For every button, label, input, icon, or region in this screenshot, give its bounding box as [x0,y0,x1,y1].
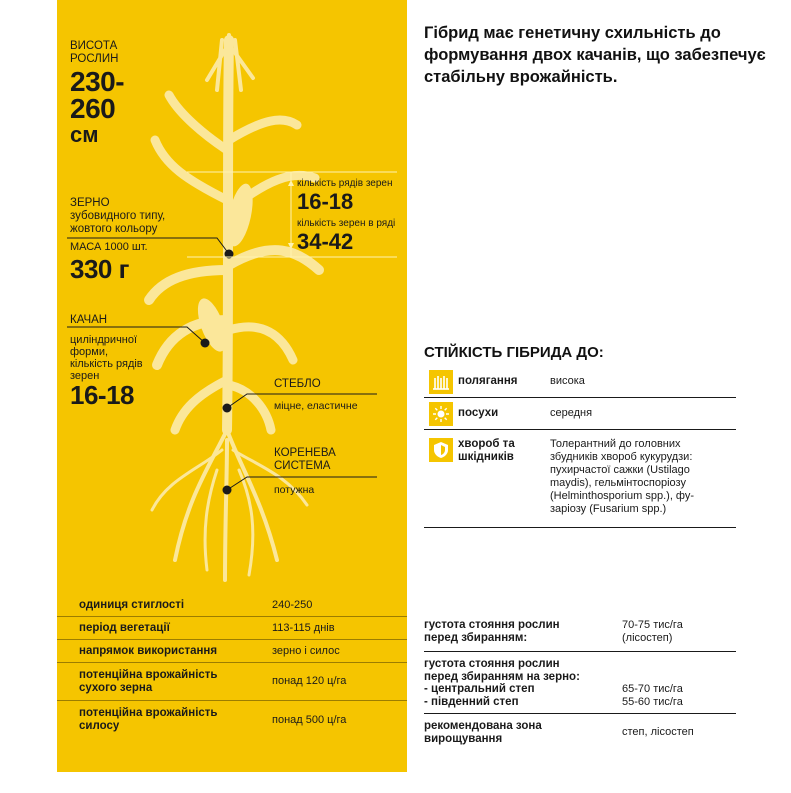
table-row [424,366,736,398]
spec-value: 240-250 [272,598,313,611]
spec-value: зерно і силос [272,644,340,657]
resistance-value: Толерантний до головних збудників хвороб кукурудзи: пухирчастої сажки (Ustilago maydis), гельмінтоспоріозу (Helminthosporium spp.), фу- заріозу (Fusarium spp.) [550,438,695,515]
spec-key: одиниця стиглості [79,598,185,611]
height-label: ВИСОТА РОСЛИН [70,40,119,65]
rows-label: кількість рядів зерен [297,178,393,189]
root-title: КОРЕНЕВА СИСТЕМА [274,447,336,472]
headline: Гібрид має генетичну схильність до формування двох качанів, що забезпечує стабільну врожайність. [424,24,766,86]
kernels-value: 34-42 [297,229,354,254]
density-key: густота стояння рослин перед збиранням на зерно: - центральний степ - південний степ [424,658,580,708]
table-row [57,594,407,617]
height-unit: см [70,122,99,147]
lodging-icon [429,370,453,394]
resistance-value: висока [550,375,585,387]
kernels-label: кількість зерен в ряді [297,218,396,229]
table-row [424,714,736,750]
resistance-key: полягання [458,375,518,387]
rows-value: 16-18 [297,189,354,214]
spec-value: понад 500 ц/га [272,713,347,726]
ear-title: КАЧАН [70,314,108,326]
table-row [57,617,407,640]
resistance-value: середня [550,407,593,419]
sun-icon [429,402,453,426]
root-description: потужна [274,484,315,496]
resistance-table [424,366,736,528]
spec-value: понад 120 ц/га [272,675,347,687]
resistance-key: посухи [458,407,499,419]
mass-value: 330 г [70,254,129,284]
grain-title: ЗЕРНО [70,197,110,209]
table-row [424,652,736,714]
specs-table [57,594,407,739]
spec-key: період вегетації [79,621,170,634]
table-row [57,640,407,663]
shield-icon [429,438,453,462]
stem-title: СТЕБЛО [274,378,321,390]
spec-key: потенційна врожайність силосу [79,707,218,732]
mass-label: МАСА 1000 шт. [70,241,148,253]
table-row [57,663,407,701]
ear-value: 16-18 [70,380,134,410]
spec-key: потенційна врожайність сухого зерна [79,668,218,694]
table-row [424,612,736,652]
density-key: густота стояння рослин перед збиранням: [424,619,560,644]
resistance-title: СТІЙКІСТЬ ГІБРИДА ДО: [424,344,604,361]
table-row [57,701,407,739]
table-row [424,430,736,528]
ear-description: циліндричної форми, кількість рядів зерен [70,334,143,382]
grain-description: зубовидного типу, жовтого кольору [70,210,166,235]
density-value: 65-70 тис/га 55-60 тис/га [622,683,683,708]
spec-key: напрямок використання [79,644,218,657]
density-key: рекомендована зона вирощування [424,720,542,745]
spec-value: 113-115 днів [272,621,335,634]
height-value: 230- 260 [70,66,125,124]
density-value: степ, лісостеп [622,726,694,738]
resistance-key: хвороб та шкідників [458,438,515,463]
stem-description: міцне, еластичне [274,400,358,412]
density-value: 70-75 тис/га (лісостеп) [622,619,683,644]
density-table [424,612,736,750]
table-row [424,398,736,430]
